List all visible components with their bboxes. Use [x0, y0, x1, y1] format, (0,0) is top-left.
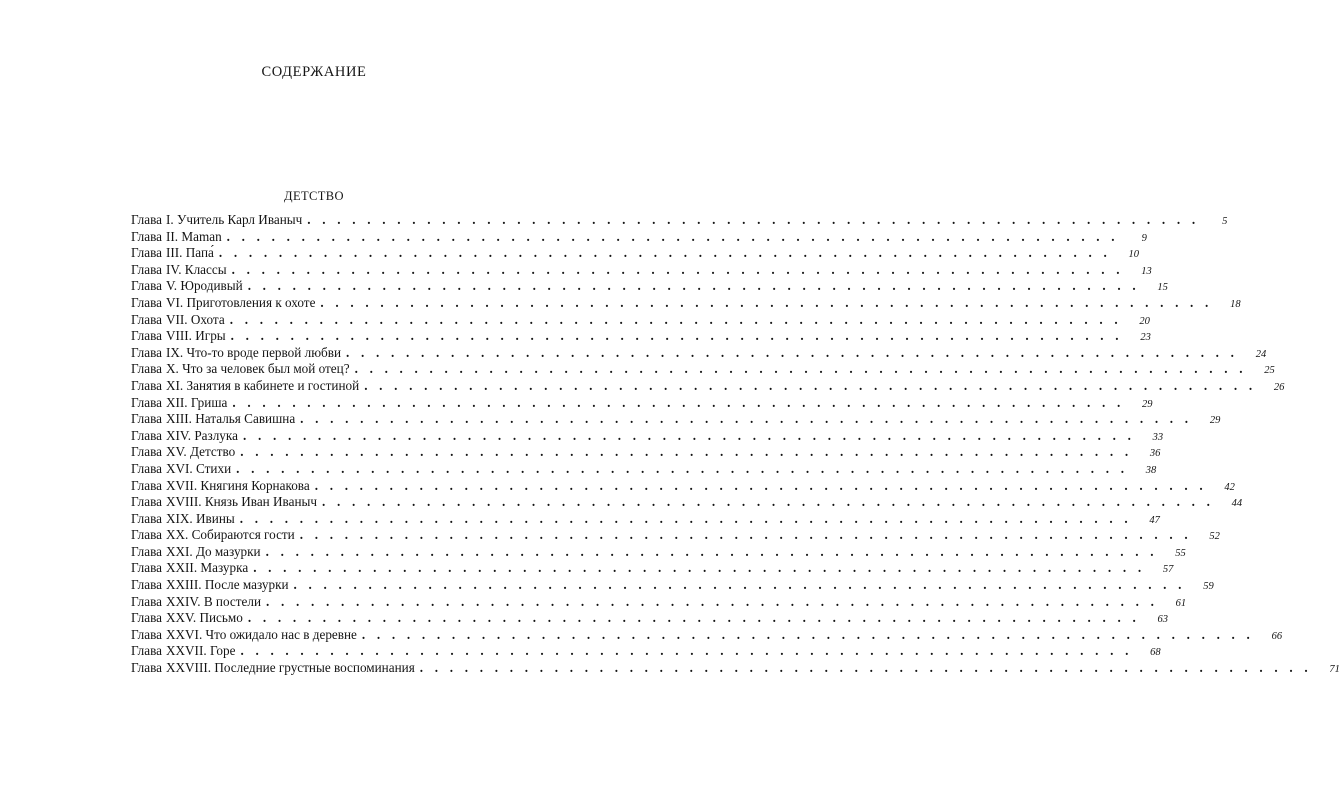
toc-entry	[131, 212, 1228, 229]
dot-leader: . . . . . . . . . . . . . . . . . . . . . . . . . . . . . . . . . . . . . . . . . . . . . . . . . . . . . . . . . . . .	[419, 660, 1312, 676]
chapter-word: Глава	[131, 294, 162, 310]
chapter-word: Глава	[131, 328, 162, 344]
chapter-number: I.	[165, 212, 174, 227]
chapter-number: XXVII.	[165, 643, 207, 659]
dot-leader: . . . . . . . . . . . . . . . . . . . . . . . . . . . . . . . . . . . . . . . . . . . . . . . . . . . . . . . . . . . .	[300, 411, 1193, 427]
chapter-number: XXII.	[165, 560, 198, 576]
toc-entry-label	[131, 511, 235, 528]
page-number: 15	[1157, 282, 1168, 294]
chapter-title: Что ожидало нас в деревне	[205, 626, 357, 642]
chapter-title: Разлука	[194, 427, 238, 443]
dot-leader: . . . . . . . . . . . . . . . . . . . . . . . . . . . . . . . . . . . . . . . . . . . . . . . . . . . . . . . . . . . .	[231, 261, 1124, 277]
dot-leader: . . . . . . . . . . . . . . . . . . . . . . . . . . . . . . . . . . . . . . . . . . . . . . . . . . . . . . . . . . . .	[240, 643, 1133, 659]
dot-leader: . . . . . . . . . . . . . . . . . . . . . . . . . . . . . . . . . . . . . . . . . . . . . . . . . . . . . . . . . . . .	[293, 577, 1186, 593]
page-number: 52	[1209, 531, 1220, 543]
dot-leader: . . . . . . . . . . . . . . . . . . . . . . . . . . . . . . . . . . . . . . . . . . . . . . . . . . . . . . . . . . . .	[314, 477, 1207, 493]
page-number: 63	[1157, 614, 1168, 626]
dot-leader: . . . . . . . . . . . . . . . . . . . . . . . . . . . . . . . . . . . . . . . . . . . . . . . . . . . . . . . . . . . .	[361, 626, 1255, 642]
toc-entry	[131, 278, 1168, 295]
chapter-number: IX.	[165, 344, 184, 360]
chapter-title: Классы	[184, 261, 227, 277]
toc-entry	[131, 394, 1153, 412]
chapter-word: Глава	[131, 510, 162, 526]
page-number: 55	[1175, 547, 1186, 559]
section-title: ДЕТСТВО	[284, 189, 344, 203]
toc-entry	[131, 311, 1150, 329]
toc-entry	[131, 344, 1267, 362]
page-number: 42	[1224, 481, 1235, 493]
toc-entry	[131, 261, 1152, 279]
chapter-title: Гриша	[190, 394, 228, 410]
toc-entry	[131, 477, 1235, 495]
chapter-title: Горе	[209, 643, 236, 659]
dot-leader: . . . . . . . . . . . . . . . . . . . . . . . . . . . . . . . . . . . . . . . . . . . . . . . . . . . . . . . . . . . .	[240, 444, 1133, 460]
chapter-number: XIX.	[165, 510, 193, 526]
chapter-number: XXIV.	[165, 593, 201, 609]
chapter-title: После мазурки	[204, 577, 289, 593]
chapter-word: Глава	[131, 543, 162, 559]
toc-entry	[131, 593, 1187, 611]
dot-leader: . . . . . . . . . . . . . . . . . . . . . . . . . . . . . . . . . . . . . . . . . . . . . . . . . . . . . . . . . . . .	[265, 543, 1158, 559]
toc-entry-label	[131, 312, 225, 329]
toc-entry-label	[131, 378, 359, 395]
chapter-word: Глава	[131, 560, 162, 576]
chapter-title: Охота	[190, 311, 225, 327]
chapter-title: Детство	[189, 444, 236, 460]
chapter-number: III.	[165, 245, 183, 261]
page-number: 29	[1141, 398, 1153, 410]
chapter-title: Папа́	[185, 245, 214, 261]
toc-entry-label	[131, 494, 317, 511]
toc-entry-label	[131, 594, 261, 611]
chapter-word: Глава	[131, 344, 162, 360]
chapter-title: В постели	[203, 593, 262, 609]
toc-entry-label	[131, 278, 243, 295]
dot-leader: . . . . . . . . . . . . . . . . . . . . . . . . . . . . . . . . . . . . . . . . . . . . . . . . . . . . . . . . . . . .	[230, 328, 1123, 344]
chapter-title: Maman	[181, 228, 222, 244]
toc-entry	[131, 660, 1340, 677]
toc-entry	[131, 444, 1161, 461]
dot-leader: . . . . . . . . . . . . . . . . . . . . . . . . . . . . . . . . . . . . . . . . . . . . . . . . . . . . . . . . . . . .	[346, 344, 1239, 360]
chapter-word: Глава	[131, 278, 162, 294]
toc-entry	[131, 577, 1214, 594]
toc-entry	[131, 411, 1221, 428]
page-number: 44	[1231, 498, 1243, 510]
chapter-word: Глава	[131, 427, 162, 443]
toc-entry	[131, 294, 1241, 312]
toc-entry	[131, 460, 1157, 478]
toc-entry	[131, 328, 1151, 345]
page-number: 57	[1162, 564, 1174, 576]
toc-entry-label	[131, 560, 248, 577]
page-number: 59	[1203, 581, 1214, 593]
chapter-title: До мазурки	[196, 543, 261, 559]
toc-entry	[131, 543, 1186, 561]
chapter-number: XIV.	[165, 427, 192, 443]
toc-entry	[131, 377, 1285, 395]
dot-leader: . . . . . . . . . . . . . . . . . . . . . . . . . . . . . . . . . . . . . . . . . . . . . . . . . . . . . . . . . . . .	[232, 394, 1125, 410]
toc-entry	[131, 626, 1283, 644]
chapter-title: Мазурка	[200, 560, 249, 576]
page-number: 71	[1329, 664, 1340, 676]
chapter-word: Глава	[131, 261, 162, 277]
dot-leader: . . . . . . . . . . . . . . . . . . . . . . . . . . . . . . . . . . . . . . . . . . . . . . . . . . . . . . . . . . . .	[364, 377, 1257, 393]
page-number: 26	[1273, 381, 1285, 393]
toc-entry	[131, 245, 1140, 262]
toc-entry-label	[131, 627, 357, 644]
page-number: 5	[1222, 216, 1228, 227]
chapter-number: XV.	[165, 444, 187, 460]
toc-entry-label	[131, 478, 310, 495]
chapter-word: Глава	[131, 626, 162, 642]
page-number: 24	[1255, 348, 1267, 360]
chapter-title: Собираются гости	[191, 527, 295, 543]
page-number: 25	[1264, 365, 1275, 377]
chapter-number: XXI.	[165, 543, 193, 559]
dot-leader: . . . . . . . . . . . . . . . . . . . . . . . . . . . . . . . . . . . . . . . . . . . . . . . . . . . . . . . . . . . .	[322, 494, 1215, 510]
chapter-title: Наталья Савишна	[195, 411, 296, 427]
toc-entry-label	[131, 544, 261, 561]
page-number: 36	[1149, 448, 1161, 460]
page-number: 9	[1141, 232, 1147, 244]
chapter-word: Глава	[131, 394, 162, 410]
page-number: 23	[1140, 332, 1151, 344]
toc-entry-label	[131, 245, 214, 262]
chapter-title: Юродивый	[180, 278, 243, 294]
chapter-number: II.	[165, 228, 179, 244]
chapter-word: Глава	[131, 245, 162, 261]
dot-leader: . . . . . . . . . . . . . . . . . . . . . . . . . . . . . . . . . . . . . . . . . . . . . . . . . . . . . . . . . . . .	[253, 560, 1146, 576]
chapter-number: XII.	[165, 394, 188, 410]
toc-entry-label	[131, 660, 415, 677]
chapter-title: Князь Иван Иваныч	[204, 494, 318, 510]
chapter-word: Глава	[131, 460, 162, 476]
chapter-number: IV.	[165, 261, 182, 277]
dot-leader: . . . . . . . . . . . . . . . . . . . . . . . . . . . . . . . . . . . . . . . . . . . . . . . . . . . . . . . . . . . .	[226, 228, 1119, 244]
page-number: 13	[1141, 265, 1152, 277]
dot-leader: . . . . . . . . . . . . . . . . . . . . . . . . . . . . . . . . . . . . . . . . . . . . . . . . . . . . . . . . . . . .	[247, 610, 1140, 626]
chapter-number: XXIII.	[165, 577, 202, 593]
page-title: СОДЕРЖАНИЕ	[261, 64, 367, 80]
toc-entry	[131, 527, 1220, 544]
chapter-title: Стихи	[196, 460, 232, 476]
toc-entry-label	[131, 444, 235, 461]
chapter-word: Глава	[131, 361, 162, 377]
chapter-word: Глава	[131, 494, 162, 510]
chapter-title: Княгиня Корнакова	[200, 477, 310, 493]
chapter-title: Что за человек был мой отец?	[182, 361, 350, 377]
chapter-number: XVII.	[165, 477, 198, 493]
toc-entry-label	[131, 395, 227, 412]
chapter-word: Глава	[131, 228, 162, 244]
chapter-title: Учитель Карл Иваныч	[176, 212, 303, 227]
toc-entry	[131, 560, 1174, 577]
page-number: 10	[1128, 249, 1140, 261]
chapter-word: Глава	[131, 643, 162, 659]
chapter-word: Глава	[131, 411, 162, 427]
page-number: 61	[1175, 597, 1187, 609]
chapter-number: VIII.	[165, 328, 192, 344]
chapter-word: Глава	[131, 527, 162, 543]
dot-leader: . . . . . . . . . . . . . . . . . . . . . . . . . . . . . . . . . . . . . . . . . . . . . . . . . . . . . . . . . . . .	[218, 245, 1112, 261]
toc-entry-label	[131, 461, 231, 478]
toc-entry	[131, 510, 1160, 528]
chapter-title: Приготовления к охоте	[186, 294, 316, 310]
chapter-number: XXVI.	[165, 626, 203, 642]
dot-leader: . . . . . . . . . . . . . . . . . . . . . . . . . . . . . . . . . . . . . . . . . . . . . . . . . . . . . . . . . . . .	[354, 361, 1247, 377]
toc-entry	[131, 643, 1161, 660]
page-number: 47	[1149, 514, 1160, 526]
chapter-word: Глава	[131, 311, 162, 327]
toc-entry-label	[131, 212, 302, 229]
dot-leader: . . . . . . . . . . . . . . . . . . . . . . . . . . . . . . . . . . . . . . . . . . . . . . . . . . . . . . . . . . . .	[242, 427, 1136, 443]
chapter-number: XXV.	[165, 610, 197, 626]
chapter-title: Последние грустные воспоминания	[214, 660, 415, 676]
toc-entry-label	[131, 361, 350, 378]
toc-entry	[131, 494, 1243, 511]
page-number: 20	[1139, 315, 1150, 327]
toc-entry	[131, 228, 1147, 246]
chapter-title: Ивины	[196, 510, 235, 526]
chapter-word: Глава	[131, 477, 162, 493]
chapter-number: VI.	[165, 294, 184, 310]
toc-entry	[131, 427, 1164, 445]
page-number: 18	[1230, 298, 1241, 310]
toc-entry-label	[131, 428, 238, 445]
page-number: 68	[1150, 647, 1161, 659]
toc-entry-label	[131, 643, 235, 660]
chapter-number: XVI.	[165, 460, 193, 476]
chapter-title: Игры	[195, 328, 226, 344]
chapter-number: VII.	[165, 311, 188, 327]
chapter-word: Глава	[131, 212, 162, 227]
chapter-number: XXVIII.	[165, 660, 212, 676]
chapter-word: Глава	[131, 577, 162, 593]
page-number: 29	[1209, 415, 1221, 427]
toc-entry	[131, 610, 1168, 627]
dot-leader: . . . . . . . . . . . . . . . . . . . . . . . . . . . . . . . . . . . . . . . . . . . . . . . . . . . . . . . . . . . .	[236, 460, 1129, 476]
toc-entry-label	[131, 345, 341, 362]
dot-leader: . . . . . . . . . . . . . . . . . . . . . . . . . . . . . . . . . . . . . . . . . . . . . . . . . . . . . . . . . . . .	[299, 527, 1192, 543]
toc-entry-label	[131, 295, 315, 312]
chapter-number: X.	[165, 361, 179, 377]
toc-entry-label	[131, 577, 289, 594]
page-number: 66	[1271, 630, 1283, 642]
toc-entry-label	[131, 229, 222, 246]
chapter-word: Глава	[131, 444, 162, 460]
page-number: 33	[1152, 431, 1164, 443]
toc-entry-label	[131, 328, 226, 345]
toc-entry-label	[131, 411, 295, 428]
dot-leader: . . . . . . . . . . . . . . . . . . . . . . . . . . . . . . . . . . . . . . . . . . . . . . . . . . . . . . . . . . . .	[307, 212, 1200, 227]
chapter-title: Что-то вроде первой любви	[186, 344, 342, 360]
dot-leader: . . . . . . . . . . . . . . . . . . . . . . . . . . . . . . . . . . . . . . . . . . . . . . . . . . . . . . . . . . . .	[247, 278, 1140, 294]
chapter-number: XIII.	[165, 411, 192, 427]
page-number: 38	[1145, 464, 1157, 476]
chapter-number: XVIII.	[165, 494, 202, 510]
chapter-title: Письмо	[199, 610, 243, 626]
chapter-title: Занятия в кабинете и гостиной	[186, 377, 360, 393]
dot-leader: . . . . . . . . . . . . . . . . . . . . . . . . . . . . . . . . . . . . . . . . . . . . . . . . . . . . . . . . . . . .	[239, 510, 1132, 526]
toc-entry-label	[131, 610, 243, 627]
dot-leader: . . . . . . . . . . . . . . . . . . . . . . . . . . . . . . . . . . . . . . . . . . . . . . . . . . . . . . . . . . . .	[229, 311, 1122, 327]
table-of-contents	[131, 212, 1340, 677]
chapter-word: Глава	[131, 593, 162, 609]
toc-entry-label	[131, 527, 295, 544]
chapter-word: Глава	[131, 377, 162, 393]
dot-leader: . . . . . . . . . . . . . . . . . . . . . . . . . . . . . . . . . . . . . . . . . . . . . . . . . . . . . . . . . . . .	[266, 593, 1159, 609]
chapter-number: XI.	[165, 377, 184, 393]
dot-leader: . . . . . . . . . . . . . . . . . . . . . . . . . . . . . . . . . . . . . . . . . . . . . . . . . . . . . . . . . . . .	[320, 294, 1213, 310]
toc-entry	[131, 361, 1275, 378]
chapter-number: XX.	[165, 527, 189, 543]
chapter-word: Глава	[131, 610, 162, 626]
chapter-number: V.	[165, 278, 178, 294]
chapter-word: Глава	[131, 660, 162, 676]
toc-entry-label	[131, 262, 227, 279]
